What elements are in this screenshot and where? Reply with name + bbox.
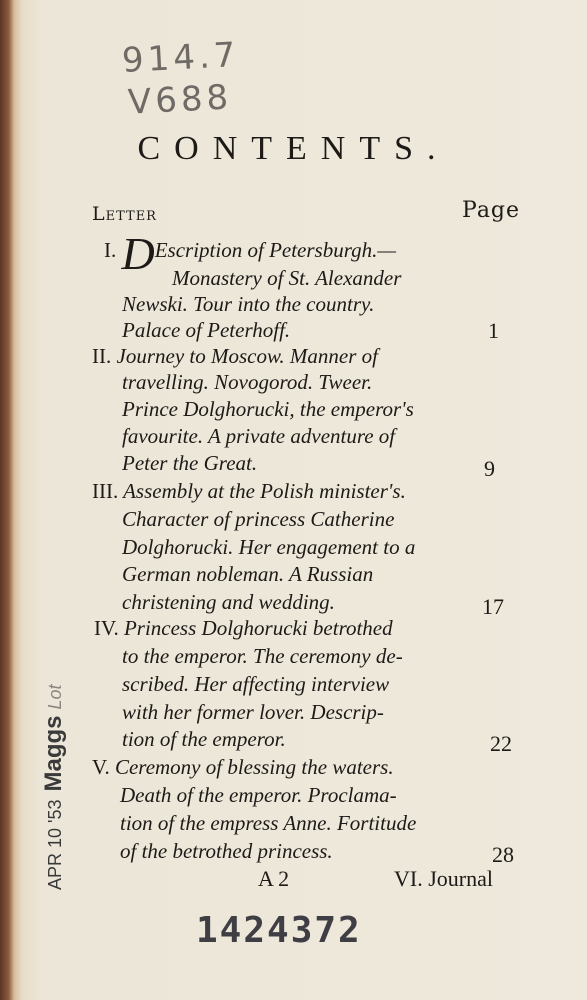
accession-stamp: 1424372 <box>196 910 362 951</box>
entry-text: Ceremony of blessing the waters. <box>114 755 394 779</box>
entry-page-number: 17 <box>482 594 504 619</box>
entry-line: Death of the emperor. Proclama- <box>120 783 397 807</box>
entry-line: of the betrothed princess. <box>120 839 333 863</box>
entry-line <box>92 479 406 504</box>
entry-numeral: IV. <box>94 616 119 640</box>
entry-line <box>92 755 394 780</box>
entry-text: Escription of Petersburgh.— <box>154 238 397 262</box>
entry-numeral: V. <box>92 755 110 779</box>
entry-line: Palace of Peterhoff. <box>122 318 291 342</box>
signature-mark: A 2 <box>258 866 290 891</box>
entry-line: travelling. Novogorod. Tweer. <box>122 370 373 394</box>
entry-line <box>92 344 378 369</box>
drop-cap: D <box>121 228 155 279</box>
entry-line: Peter the Great. <box>122 451 258 475</box>
entry-line: Prince Dolghorucki, the emperor's <box>122 397 414 421</box>
dealer-stamp-date: APR 10 '53 <box>45 799 65 890</box>
entry-numeral: II. <box>92 344 112 368</box>
entry-line: Newski. Tour into the country. <box>122 292 375 316</box>
dealer-stamp <box>40 630 68 890</box>
entry-page-number: 22 <box>490 731 512 756</box>
entry-line <box>94 616 393 641</box>
entry-line: Character of princess Catherine <box>122 507 395 531</box>
entry-line: tion of the empress Anne. Fortitude <box>120 811 417 835</box>
page-header: Page <box>462 198 521 223</box>
entry-line: favourite. A private adventure of <box>122 424 396 448</box>
entry-numeral: I. <box>104 238 117 262</box>
entry-text: Journey to Moscow. Manner of <box>116 344 378 368</box>
entry-page-number: 9 <box>484 456 495 481</box>
entry-line: with her former lover. Descrip- <box>122 700 384 724</box>
catchword <box>394 866 493 892</box>
entry-text: Princess Dolghorucki betrothed <box>123 616 393 640</box>
entry-line: tion of the emperor. <box>122 727 286 751</box>
entry-line: Dolghorucki. Her engagement to a <box>122 535 416 559</box>
entry-numeral: III. <box>92 479 119 503</box>
letter-header: Letter <box>92 203 157 225</box>
catchword-text: VI. Journal <box>394 866 493 891</box>
catalog-mark-line1: 914.7 <box>121 34 241 82</box>
entry-line: German nobleman. A Russian <box>122 562 374 586</box>
dealer-stamp-note: Lot <box>45 684 65 710</box>
entry-line: christening and wedding. <box>122 590 335 614</box>
catalog-mark-line2: V688 <box>127 77 234 123</box>
entry-line: to the emperor. The ceremony de- <box>122 644 403 668</box>
entry-line: scribed. Her affecting interview <box>122 672 390 696</box>
page-title: CONTENTS. <box>137 130 450 167</box>
dealer-stamp-name: Maggs <box>40 715 67 792</box>
entry-page-number: 28 <box>492 842 514 867</box>
entry-text: Assembly at the Polish minister's. <box>123 479 406 503</box>
entry-line: Monastery of St. Alexander <box>172 266 402 290</box>
entry-page-number: 1 <box>488 318 499 343</box>
